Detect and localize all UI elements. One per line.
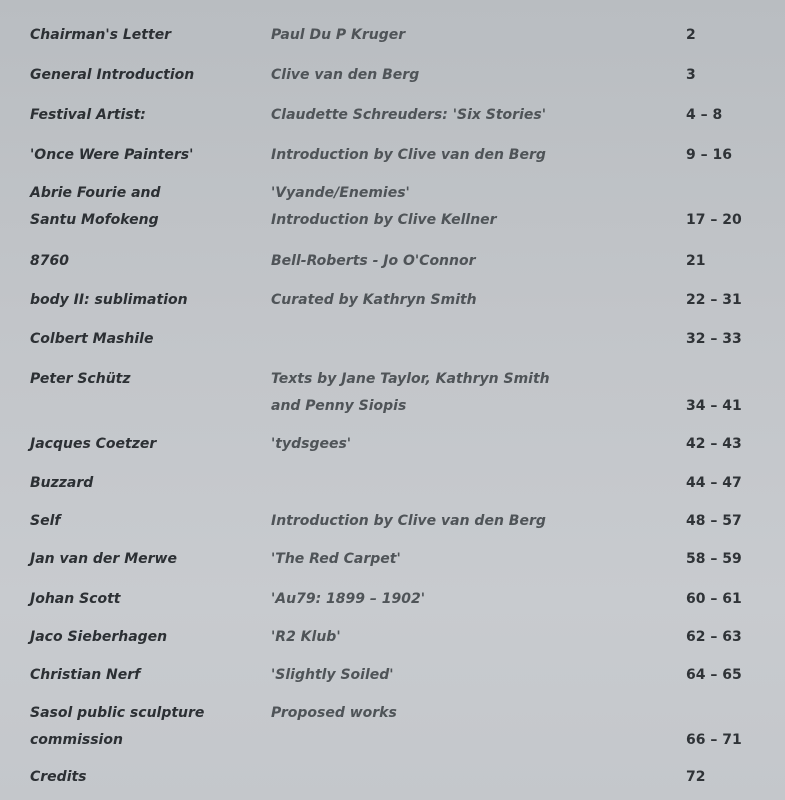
entry-title-line: Johan Scott <box>30 591 121 607</box>
entry-title <box>30 546 177 573</box>
entry-description-line: Paul Du P Kruger <box>271 27 406 43</box>
entry-description <box>271 662 394 689</box>
entry-title-line: Peter Schütz <box>30 371 131 387</box>
entry-title <box>30 62 194 89</box>
entry-page-range: 42 – 43 <box>686 436 742 452</box>
entry-page-range: 66 – 71 <box>686 732 742 748</box>
entry-title-line: Santu Mofokeng <box>30 212 159 228</box>
entry-description-line: Introduction by Clive van den Berg <box>271 513 546 529</box>
entry-description <box>271 508 546 535</box>
entry-page-range: 58 – 59 <box>686 551 742 567</box>
entry-description <box>271 22 405 49</box>
entry-description-line: Bell-Roberts - Jo O'Connor <box>271 253 476 269</box>
entry-page-range: 64 – 65 <box>686 667 742 683</box>
entry-description-line: 'Vyande/Enemies' <box>271 185 410 201</box>
entry-description <box>271 62 419 89</box>
entry-description <box>271 366 550 420</box>
entry-title-line: body II: sublimation <box>30 292 188 308</box>
entry-title <box>30 248 69 275</box>
entry-title <box>30 586 120 613</box>
entry-title <box>30 764 87 791</box>
entry-description <box>271 624 341 651</box>
entry-description-line: 'The Red Carpet' <box>271 551 401 567</box>
entry-description-line: Texts by Jane Taylor, Kathryn Smith <box>271 371 550 387</box>
entry-title <box>30 508 60 535</box>
entry-title <box>30 287 188 314</box>
entry-title <box>30 662 140 689</box>
entry-title-line: commission <box>30 732 123 748</box>
entry-title-line: Jacques Coetzer <box>30 436 157 452</box>
entry-description-line: 'R2 Klub' <box>271 629 341 645</box>
entry-title-line: 'Once Were Painters' <box>30 147 194 163</box>
entry-title-line: Jan van der Merwe <box>30 551 177 567</box>
entry-description-line: Proposed works <box>271 705 397 721</box>
entry-title <box>30 470 93 497</box>
entry-page-range: 72 <box>686 769 706 785</box>
entry-page-range: 48 – 57 <box>686 513 742 529</box>
entry-title-line: Credits <box>30 769 87 785</box>
entry-title <box>30 624 167 651</box>
entry-title <box>30 366 131 393</box>
entry-description <box>271 700 397 727</box>
entry-title <box>30 180 161 234</box>
entry-title <box>30 431 156 458</box>
entry-title-line: 8760 <box>30 253 69 269</box>
entry-title-line: Christian Nerf <box>30 667 141 683</box>
entry-page-range: 34 – 41 <box>686 398 742 414</box>
entry-title-line: Abrie Fourie and <box>30 185 161 201</box>
entry-description <box>271 102 546 129</box>
entry-description-line: 'tydsgees' <box>271 436 352 452</box>
entry-title-line: Chairman's Letter <box>30 27 172 43</box>
entry-title-line: Sasol public sculpture <box>30 705 205 721</box>
entry-description-line: Claudette Schreuders: 'Six Stories' <box>271 107 546 123</box>
entry-description-line: Clive van den Berg <box>271 67 420 83</box>
entry-description-line: Curated by Kathryn Smith <box>271 292 477 308</box>
entry-page-range: 32 – 33 <box>686 331 742 347</box>
entry-title <box>30 326 153 353</box>
entry-page-range: 21 <box>686 253 706 269</box>
entry-title-line: Jaco Sieberhagen <box>30 629 168 645</box>
entry-title-line: General Introduction <box>30 67 195 83</box>
entry-page-range: 9 – 16 <box>686 147 732 163</box>
entry-description-line: Introduction by Clive van den Berg <box>271 147 546 163</box>
entry-page-range: 2 <box>686 27 696 43</box>
entry-description <box>271 546 401 573</box>
entry-page-range: 60 – 61 <box>686 591 742 607</box>
entry-page-range: 3 <box>686 67 696 83</box>
entry-page-range: 22 – 31 <box>686 292 742 308</box>
entry-title-line: Self <box>30 513 61 529</box>
entry-page-range: 62 – 63 <box>686 629 742 645</box>
entry-title <box>30 22 171 49</box>
entry-description <box>271 431 351 458</box>
entry-title <box>30 102 146 129</box>
entry-description-line: 'Au79: 1899 – 1902' <box>271 591 426 607</box>
entry-title-line: Festival Artist: <box>30 107 146 123</box>
entry-description-line: Introduction by Clive Kellner <box>271 212 497 228</box>
entry-description <box>271 586 425 613</box>
entry-title-line: Buzzard <box>30 475 94 491</box>
entry-description <box>271 248 476 275</box>
entry-title <box>30 142 193 169</box>
entry-page-range: 4 – 8 <box>686 107 723 123</box>
entry-description <box>271 180 497 234</box>
entry-title <box>30 700 204 754</box>
entry-description-line: 'Slightly Soiled' <box>271 667 394 683</box>
entry-page-range: 17 – 20 <box>686 212 742 228</box>
entry-description <box>271 142 546 169</box>
entry-page-range: 44 – 47 <box>686 475 742 491</box>
entry-description-line: and Penny Siopis <box>271 398 407 414</box>
entry-title-line: Colbert Mashile <box>30 331 154 347</box>
entry-description <box>271 287 477 314</box>
